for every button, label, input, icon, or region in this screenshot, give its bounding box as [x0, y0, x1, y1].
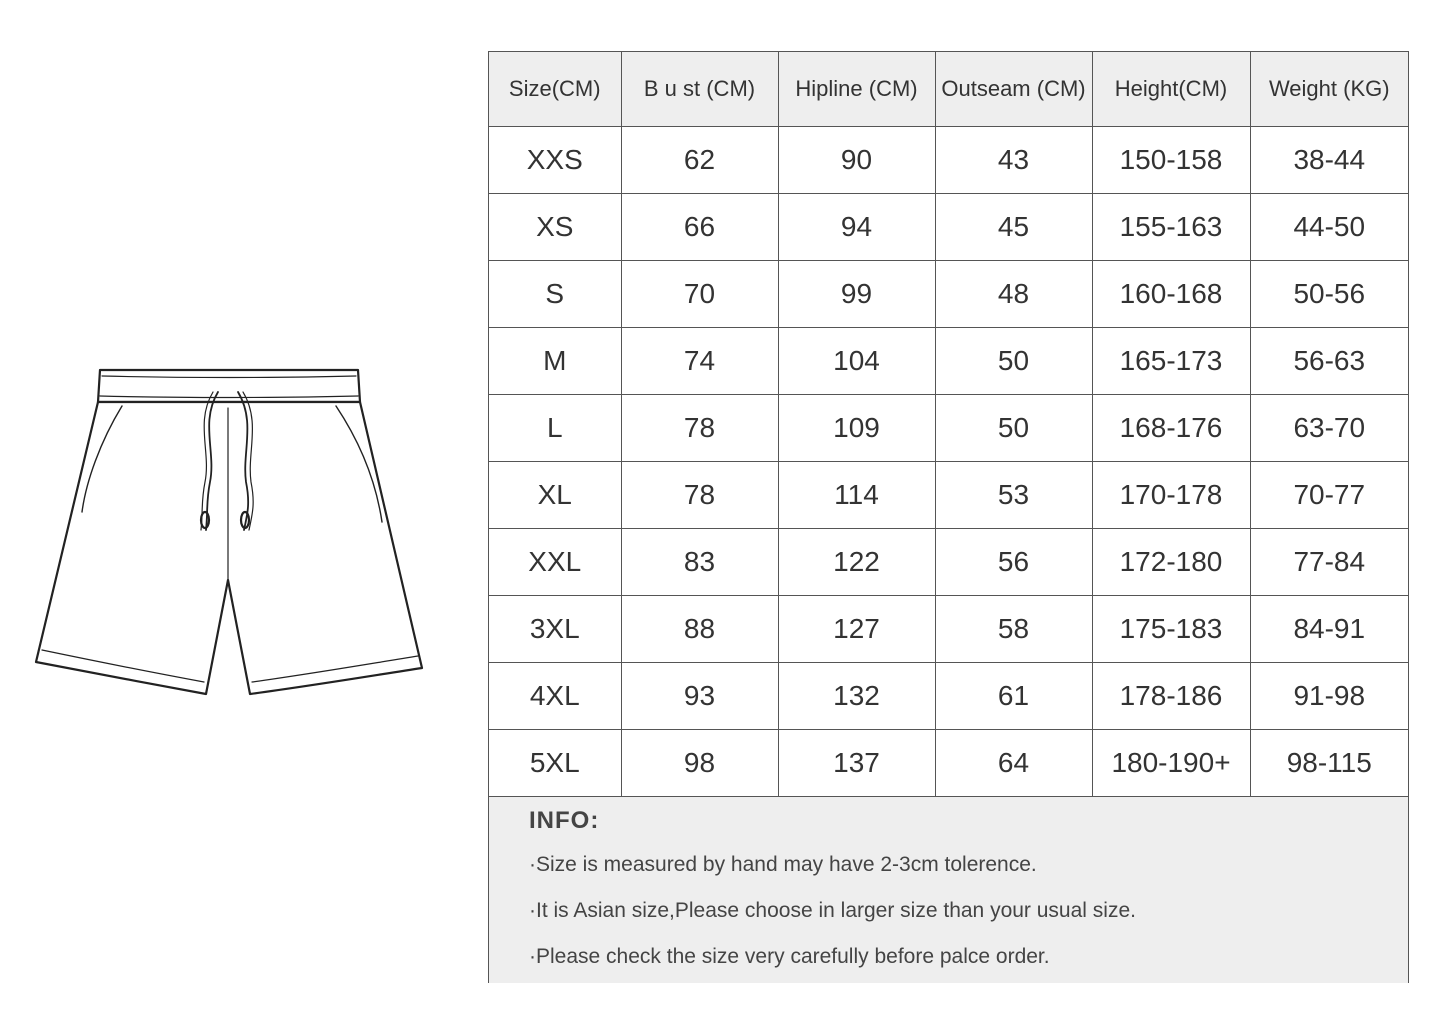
info-title: INFO:: [529, 807, 600, 834]
table-row: [489, 395, 1408, 462]
cell-hipline: 114: [778, 462, 935, 529]
cell-bust: 88: [621, 596, 778, 663]
cell-height: 172-180: [1092, 529, 1250, 596]
header-hipline: Hipline (CM): [778, 52, 935, 127]
table-row: [489, 462, 1408, 529]
cell-weight: 84-91: [1250, 596, 1408, 663]
cell-height: 180-190+: [1092, 730, 1250, 797]
cell-size: XS: [489, 194, 621, 261]
cell-weight: 56-63: [1250, 328, 1408, 395]
cell-hipline: 127: [778, 596, 935, 663]
cell-height: 168-176: [1092, 395, 1250, 462]
cell-outseam: 50: [935, 328, 1092, 395]
cell-weight: 44-50: [1250, 194, 1408, 261]
cell-bust: 66: [621, 194, 778, 261]
header-outseam: Outseam (CM): [935, 52, 1092, 127]
cell-hipline: 132: [778, 663, 935, 730]
cell-hipline: 99: [778, 261, 935, 328]
cell-size: M: [489, 328, 621, 395]
table-row: [489, 261, 1408, 328]
size-chart: [488, 51, 1409, 983]
table-row: [489, 328, 1408, 395]
cell-weight: 98-115: [1250, 730, 1408, 797]
header-bust: B u st (CM): [621, 52, 778, 127]
cell-height: 160-168: [1092, 261, 1250, 328]
cell-bust: 98: [621, 730, 778, 797]
cell-outseam: 43: [935, 127, 1092, 194]
header-size: Size(CM): [489, 52, 621, 127]
info-line: ·Please check the size very carefully before palce order.: [529, 945, 1050, 968]
cell-outseam: 53: [935, 462, 1092, 529]
cell-bust: 83: [621, 529, 778, 596]
cell-size: 5XL: [489, 730, 621, 797]
cell-bust: 78: [621, 395, 778, 462]
cell-height: 170-178: [1092, 462, 1250, 529]
cell-outseam: 61: [935, 663, 1092, 730]
cell-height: 175-183: [1092, 596, 1250, 663]
table-header-row: [489, 52, 1408, 127]
info-line: ·It is Asian size,Please choose in larger size than your usual size.: [529, 899, 1136, 922]
cell-weight: 63-70: [1250, 395, 1408, 462]
cell-weight: 38-44: [1250, 127, 1408, 194]
table-row: [489, 730, 1408, 797]
cell-size: L: [489, 395, 621, 462]
cell-weight: 91-98: [1250, 663, 1408, 730]
cell-outseam: 50: [935, 395, 1092, 462]
cell-weight: 50-56: [1250, 261, 1408, 328]
cell-height: 165-173: [1092, 328, 1250, 395]
cell-outseam: 58: [935, 596, 1092, 663]
cell-weight: 77-84: [1250, 529, 1408, 596]
cell-outseam: 56: [935, 529, 1092, 596]
cell-hipline: 109: [778, 395, 935, 462]
cell-size: XXS: [489, 127, 621, 194]
shorts-illustration: [30, 362, 428, 702]
cell-size: XXL: [489, 529, 621, 596]
cell-height: 178-186: [1092, 663, 1250, 730]
table-row: [489, 127, 1408, 194]
cell-bust: 62: [621, 127, 778, 194]
shorts-icon: [30, 362, 428, 702]
table-row: [489, 596, 1408, 663]
header-weight: Weight (KG): [1250, 52, 1408, 127]
cell-size: 4XL: [489, 663, 621, 730]
info-line: ·Size is measured by hand may have 2-3cm tolerence.: [529, 853, 1037, 876]
info-panel: [489, 797, 1408, 983]
cell-height: 150-158: [1092, 127, 1250, 194]
cell-size: S: [489, 261, 621, 328]
cell-height: 155-163: [1092, 194, 1250, 261]
cell-bust: 93: [621, 663, 778, 730]
cell-size: XL: [489, 462, 621, 529]
cell-hipline: 122: [778, 529, 935, 596]
header-height: Height(CM): [1092, 52, 1250, 127]
cell-bust: 70: [621, 261, 778, 328]
cell-weight: 70-77: [1250, 462, 1408, 529]
cell-bust: 74: [621, 328, 778, 395]
cell-outseam: 45: [935, 194, 1092, 261]
table-row: [489, 529, 1408, 596]
cell-outseam: 48: [935, 261, 1092, 328]
table-row: [489, 194, 1408, 261]
size-table: [489, 52, 1408, 797]
cell-hipline: 137: [778, 730, 935, 797]
cell-outseam: 64: [935, 730, 1092, 797]
cell-bust: 78: [621, 462, 778, 529]
cell-hipline: 90: [778, 127, 935, 194]
table-row: [489, 663, 1408, 730]
cell-hipline: 104: [778, 328, 935, 395]
cell-hipline: 94: [778, 194, 935, 261]
cell-size: 3XL: [489, 596, 621, 663]
